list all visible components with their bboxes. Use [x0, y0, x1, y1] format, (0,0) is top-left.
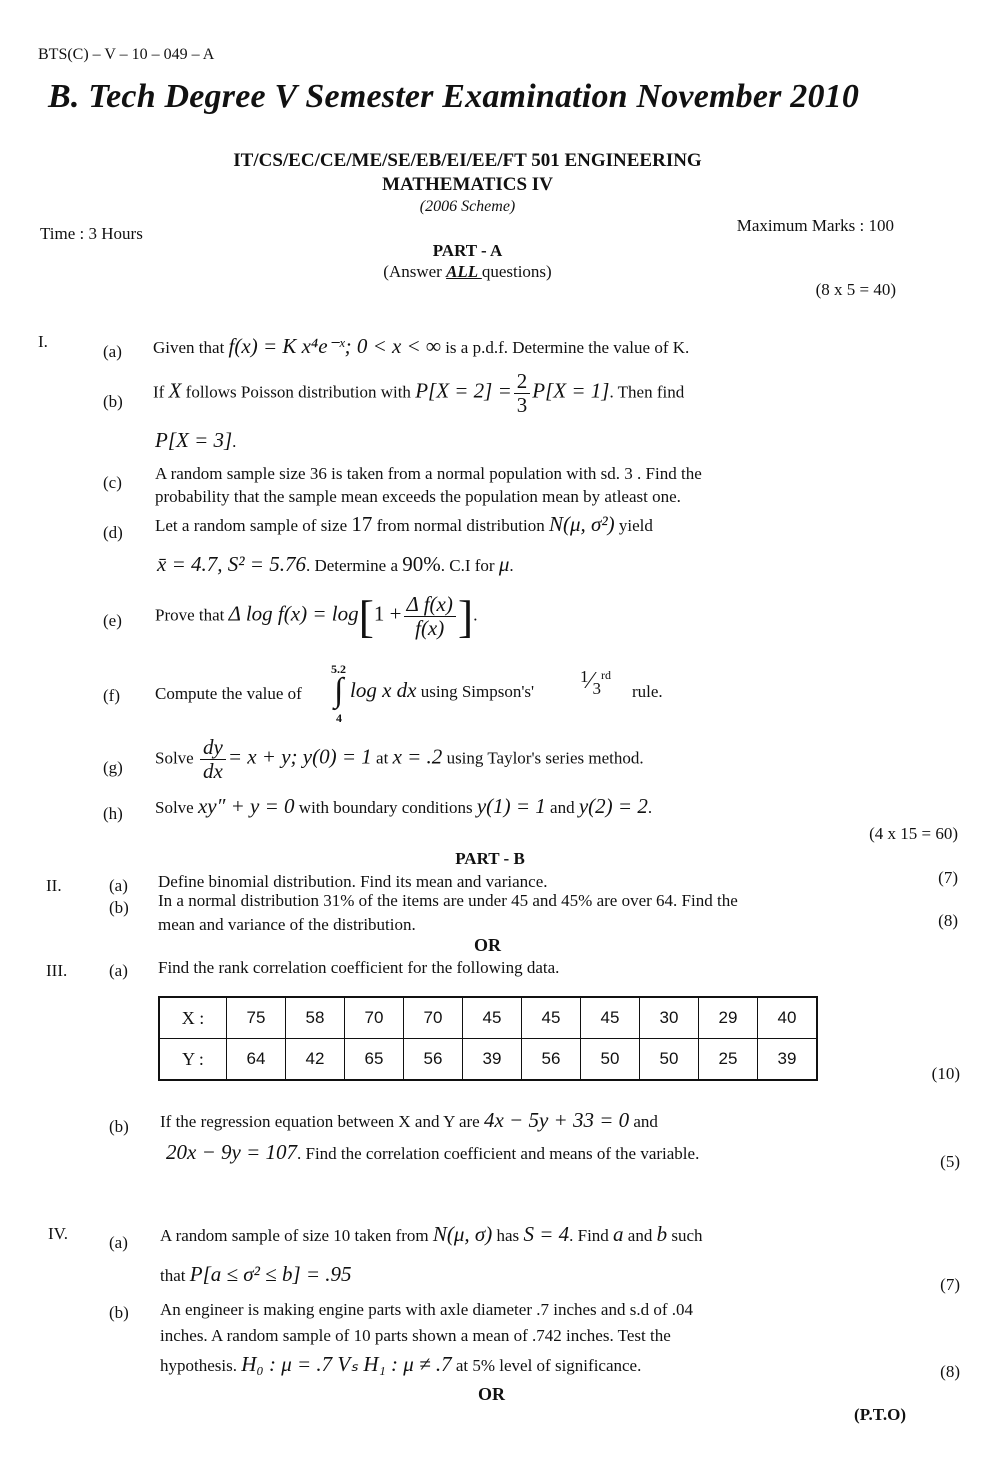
qd-t1: Let a random sample of size [155, 516, 348, 535]
table-cell: 25 [699, 1039, 758, 1081]
qf-num: 1 [580, 667, 589, 686]
table-cell: 65 [345, 1039, 404, 1081]
qb-text [153, 370, 684, 417]
q3a-text: Find the rank correlation coefficient for the following data. [158, 958, 560, 977]
table-cell: 42 [286, 1039, 345, 1081]
q4a-t5: such [671, 1226, 703, 1245]
qb-t4: . [232, 432, 237, 451]
q4b-line3 [160, 1352, 641, 1377]
table-cell: 64 [227, 1039, 286, 1081]
part-a-marks: (8 x 5 = 40) [815, 280, 896, 299]
qe-right-bracket: ] [457, 591, 474, 642]
q2a-marks: (7) [938, 868, 958, 887]
q4a-t1: A random sample of size 10 taken from [160, 1226, 429, 1245]
q3b-t2: and [633, 1112, 658, 1131]
qf-sup: rd [601, 668, 612, 682]
paper-code: BTS(C) – V – 10 – 049 – A [38, 46, 215, 63]
table-cell: 70 [345, 997, 404, 1039]
or-separator-1: OR [474, 935, 501, 955]
qf-lower-limit: 4 [336, 711, 342, 725]
qb-num: 2 [514, 370, 531, 394]
qg-t1: Solve [155, 748, 194, 768]
table-cell: 75 [227, 997, 286, 1039]
qe-formula: Δ log f(x) = log [228, 601, 359, 626]
q4a-b: b [656, 1222, 668, 1246]
qd-stats: x̄ = 4.7, S² = 5.76 [157, 552, 306, 576]
question-numeral-III: III. [46, 961, 68, 980]
qh-bc2: y(2) = 2 [578, 794, 648, 818]
q4a-line1 [160, 1222, 703, 1247]
q3b-eq2: 20x − 9y = 107 [166, 1140, 297, 1164]
q3b-line2 [166, 1140, 699, 1165]
q3b-label: (b) [109, 1117, 129, 1136]
qd-text-line1 [155, 512, 653, 537]
q4a-line2 [160, 1262, 352, 1287]
qe-left-bracket: [ [358, 591, 374, 642]
qa-t2: is a p.d.f. Determine the value of K. [445, 338, 690, 357]
qe-label: (e) [103, 611, 122, 630]
qd-level: 90% [402, 552, 441, 576]
question-numeral-II: II. [46, 876, 62, 895]
qg-num: dy [200, 736, 226, 760]
table-cell: 29 [699, 997, 758, 1039]
q4a-t6: that [160, 1266, 186, 1285]
qe-den: f(x) [415, 616, 445, 640]
qd-label: (d) [103, 523, 123, 542]
qd-n: 17 [351, 512, 373, 536]
table-cell: 70 [404, 997, 463, 1039]
qb-formula-a: P[X = 2] = [415, 378, 512, 403]
q2b-line1: In a normal distribution 31% of the items are under 45 and 45% are over 64. Find the [158, 891, 738, 910]
qc-line1: A random sample size 36 is taken from a normal population with sd. 3 . Find the [155, 464, 702, 483]
qb-text-line2 [155, 428, 236, 453]
q4b-t2: at 5% level of significance. [455, 1356, 642, 1375]
rank-correlation-table [158, 996, 818, 1081]
qb-fraction [514, 370, 531, 417]
table-cell: 50 [581, 1039, 640, 1081]
part-a-heading: PART - A [432, 241, 503, 260]
qg-t3: using Taylor's series method. [446, 748, 644, 768]
qf-label: (f) [103, 686, 120, 705]
qg-formula: = x + y; y(0) = 1 [227, 744, 372, 769]
qb-label: (b) [103, 392, 123, 411]
instruction-emphasis: ALL [446, 262, 482, 281]
qe-num: Δ f(x) [404, 593, 456, 617]
table-cell: 39 [463, 1039, 522, 1081]
question-numeral-IV: IV. [48, 1224, 68, 1243]
q4a-t3: . Find [569, 1226, 609, 1245]
qf-upper-limit: 5.2 [331, 662, 346, 676]
time-allowed: Time : 3 Hours [40, 224, 143, 243]
q4b-marks: (8) [940, 1362, 960, 1381]
table-cell: 40 [758, 997, 818, 1039]
qf-t1: Compute the value of [155, 684, 302, 703]
or-separator-2: OR [478, 1384, 505, 1404]
qd-t6: . [509, 556, 514, 575]
part-b-marks: (4 x 15 = 60) [869, 824, 958, 843]
table-row-x [159, 997, 817, 1039]
instruction-pre: (Answer [383, 262, 447, 281]
table-cell: 39 [758, 1039, 818, 1081]
question-numeral-I: I. [38, 332, 48, 351]
qa-t1: Given that [153, 338, 225, 357]
part-a-instruction [0, 262, 935, 282]
q4b-t1: hypothesis. [160, 1356, 237, 1375]
q4a-dist: N(μ, σ) [432, 1222, 493, 1246]
qb-t3: . Then find [609, 382, 685, 402]
qd-t5: . C.I for [440, 556, 495, 575]
qf-slash: ⁄ [588, 668, 593, 694]
qf-text [350, 678, 534, 703]
q4a-s: S = 4 [523, 1222, 570, 1246]
qh-t2: with boundary conditions [298, 798, 473, 817]
qb-den: 3 [516, 393, 528, 418]
qg-fraction [200, 736, 226, 783]
q4b-line2: inches. A random sample of 10 parts shown a mean of .742 inches. Test the [160, 1326, 671, 1345]
table-cell: 58 [286, 997, 345, 1039]
qe-t1: Prove that [155, 605, 225, 625]
qg-text [155, 736, 644, 783]
table-cell: 56 [404, 1039, 463, 1081]
q4a-label: (a) [109, 1233, 128, 1252]
q2b-line2: mean and variance of the distribution. [158, 915, 416, 934]
q3b-t1: If the regression equation between X and Y are [160, 1112, 480, 1131]
qb-t1: If [153, 382, 165, 402]
qe-one-plus: 1 + [373, 601, 402, 626]
q2b-marks: (8) [938, 911, 958, 930]
qe-t2: . [473, 605, 478, 625]
q4a-prob: P[a ≤ σ² ≤ b] = .95 [189, 1262, 352, 1286]
qh-t4: . [647, 798, 653, 817]
qh-bc1: y(1) = 1 [476, 794, 546, 818]
q3a-marks: (10) [931, 1064, 960, 1083]
qh-label: (h) [103, 804, 123, 823]
q2a-label: (a) [109, 876, 128, 895]
qa-formula: f(x) = K x⁴e⁻ˣ; 0 < x < ∞ [228, 334, 441, 358]
table-row-y [159, 1039, 817, 1081]
qd-dist: N(μ, σ²) [548, 512, 615, 536]
table-cell: 30 [640, 997, 699, 1039]
q3b-marks: (5) [940, 1152, 960, 1171]
q4b-line1: An engineer is making engine parts with axle diameter .7 inches and s.d of .04 [160, 1300, 693, 1319]
qf-t3: rule. [632, 682, 663, 701]
q3b-eq1: 4x − 5y + 33 = 0 [483, 1108, 630, 1132]
q4b-hypothesis: H₀ : μ = .7 Vₛ H₁ : μ ≠ .7 [241, 1352, 452, 1376]
qe-fraction [404, 593, 456, 640]
q2a-text: Define binomial distribution. Find its mean and variance. [158, 872, 548, 891]
exam-title: B. Tech Degree V Semester Examination November 2010 [48, 78, 860, 115]
qc-line2: probability that the sample mean exceeds the population mean by atleast one. [155, 487, 681, 506]
table-cell: 45 [463, 997, 522, 1039]
qg-t2: at [376, 748, 389, 768]
table-cell: 50 [640, 1039, 699, 1081]
instruction-post: questions) [481, 262, 552, 281]
qa-label: (a) [103, 342, 122, 361]
qf-t2: using Simpson's' [420, 682, 535, 701]
qg-label: (g) [103, 758, 123, 777]
qe-text [155, 590, 477, 643]
qg-den: dx [202, 759, 223, 784]
qh-t1: Solve [155, 798, 194, 817]
qh-text [155, 794, 652, 819]
q4a-marks: (7) [940, 1275, 960, 1294]
qh-t3: and [550, 798, 575, 817]
table-cell: 56 [522, 1039, 581, 1081]
qb-formula-c: P[X = 3] [155, 428, 233, 452]
qg-point: x = .2 [392, 744, 443, 769]
qb-t2: follows Poisson distribution with [185, 382, 411, 402]
qb-formula-b: P[X = 1] [532, 378, 610, 403]
part-b-heading: PART - B [455, 849, 525, 868]
scheme: (2006 Scheme) [419, 198, 516, 215]
qd-t4: . Determine a [305, 556, 399, 575]
table-cell: 45 [581, 997, 640, 1039]
qc-label: (c) [103, 473, 122, 492]
q3a-label: (a) [109, 961, 128, 980]
q4a-t2: has [496, 1226, 520, 1245]
qd-mu: μ [498, 552, 510, 576]
table-cell: 45 [522, 997, 581, 1039]
qd-text-line2 [157, 552, 514, 577]
integral-sign: ∫ [334, 672, 344, 709]
q4a-a: a [613, 1222, 624, 1246]
qb-var: X [168, 378, 182, 403]
q3b-line1 [160, 1108, 658, 1133]
qf-fraction [580, 667, 612, 698]
qa-text [153, 334, 689, 359]
qd-t3: yield [618, 516, 653, 535]
subject-line-1: IT/CS/EC/CE/ME/SE/EB/EI/EE/FT 501 ENGINEERING [233, 150, 702, 171]
page-turn-over: (P.T.O) [854, 1405, 906, 1424]
q4b-label: (b) [109, 1303, 129, 1322]
row-label-y: Y : [159, 1039, 227, 1081]
qh-ode: xy″ + y = 0 [197, 794, 295, 818]
q4a-t4: and [627, 1226, 653, 1245]
q2b-label: (b) [109, 898, 129, 917]
qf-integrand: log x dx [350, 678, 417, 702]
maximum-marks: Maximum Marks : 100 [736, 216, 894, 235]
qd-t2: from normal distribution [376, 516, 545, 535]
q3b-t3: . Find the correlation coefficient and means of the variable. [296, 1144, 700, 1163]
qf-den: 3 [592, 679, 602, 698]
subject-line-2: MATHEMATICS IV [382, 174, 553, 195]
row-label-x: X : [159, 997, 227, 1039]
